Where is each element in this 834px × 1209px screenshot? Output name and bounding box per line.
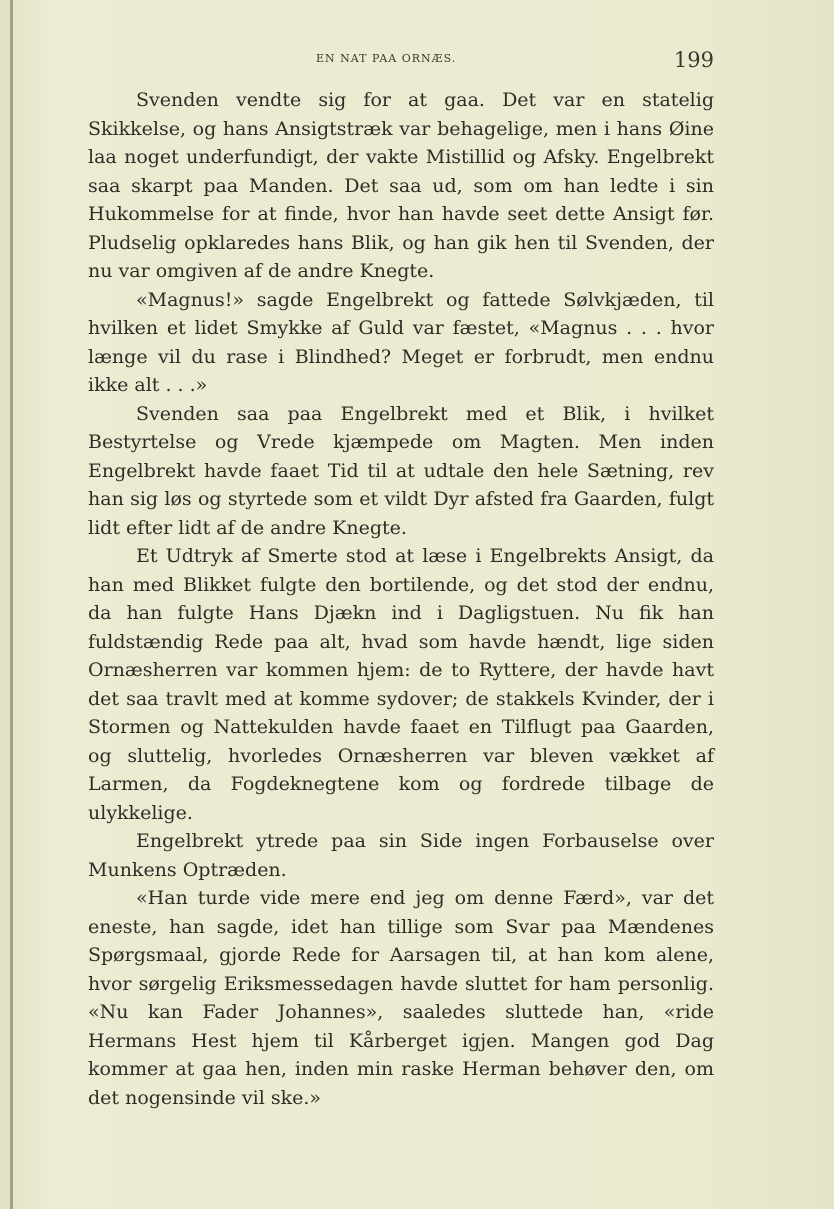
paragraph: Svenden saa paa Engelbrekt med et Blik, i hvilket Bestyrtelse og Vrede kjæmpede om Magten. Men inden Engelbrekt havde faaet Tid til at udtale den hele Sætning, rev han sig løs og styrtede som et vildt Dyr afsted fra Gaarden, fulgt lidt efter lidt af de andre Knegte. bbox=[88, 402, 714, 539]
paragraph: Engelbrekt ytrede paa sin Side ingen Forbauselse over Munkens Optræden. bbox=[88, 830, 714, 881]
page-number: 199 bbox=[673, 48, 714, 72]
paragraph: Et Udtryk af Smerte stod at læse i Engelbrekts Ansigt, da han med Blikket fulgte den bortilende, og det stod der endnu, da han fulgte Hans Djækn ind i Dagligstuen. Nu fik han fuldstændig Rede paa alt, hvad som havde hændt, lige siden Ornæsherren var kommen hjem: de to Ryttere, der havde havt det saa travlt med at komme sydover; de stakkels Kvinder, der i Stormen og Nattekulden havde faaet en Tilflugt paa Gaarden, og sluttelig, hvorledes Ornæsherren var bleven vækket af Larmen, da Fogdeknegtene kom og fordrede tilbage de ulykkelige. bbox=[88, 545, 714, 824]
paragraph: «Magnus!» sagde Engelbrekt og fattede Sølvkjæden, til hvilken et lidet Smykke af Guld var fæstet, «Magnus . . . hvor længe vil du rase i Blindhed? Meget er forbrudt, men endnu ikke alt . . .» bbox=[88, 288, 714, 396]
running-title: EN NAT PAA ORNÆS. bbox=[316, 52, 457, 65]
body-text bbox=[88, 86, 714, 1112]
paragraph: Svenden vendte sig for at gaa. Det var en statelig Skikkelse, og hans Ansigtstræk var behagelige, men i hans Øine laa noget underfundigt, der vakte Mistillid og Afsky. Engelbrekt saa skarpt paa Manden. Det saa ud, som om han ledte i sin Hukommelse for at finde, hvor han havde seet dette Ansigt før. Pludselig opklaredes hans Blik, og han gik hen til Svenden, der nu var omgiven af de andre Knegte. bbox=[88, 89, 714, 282]
page-header bbox=[88, 48, 718, 78]
paragraph: «Han turde vide mere end jeg om denne Færd», var det eneste, han sagde, idet han tillige som Svar paa Mændenes Spørgsmaal, gjorde Rede for Aarsagen til, at han kom alene, hvor sørgelig Eriksmessedagen havde sluttet for ham personlig. «Nu kan Fader Johannes», saaledes sluttede han, «ride Hermans Hest hjem til Kårberget igjen. Mangen god Dag kommer at gaa hen, inden min raske Herman behøver den, om det nogensinde vil ske.» bbox=[88, 887, 714, 1109]
page-gutter-line bbox=[10, 0, 13, 1209]
